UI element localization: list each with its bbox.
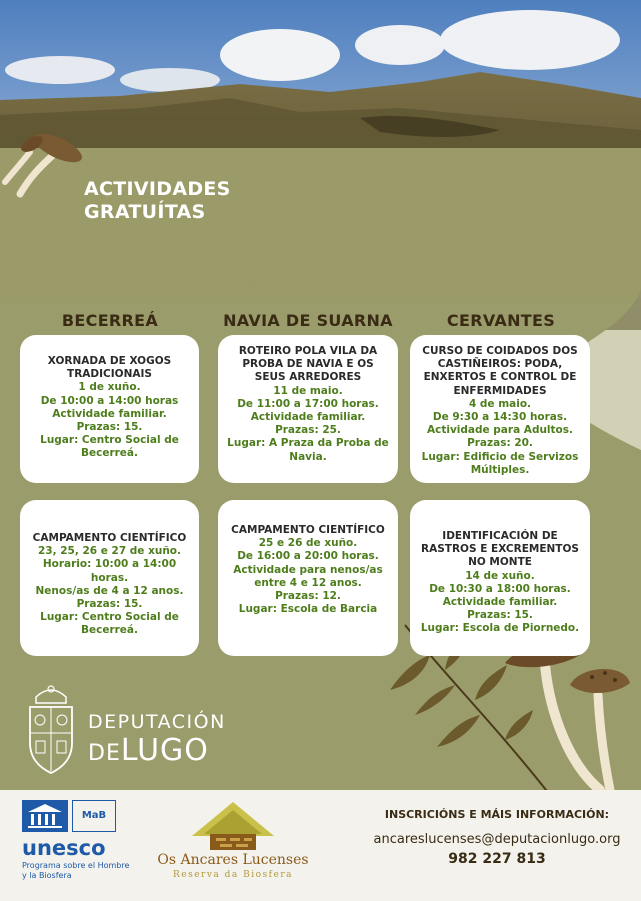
activity-title: CAMPAMENTO CIENTÍFICO [32, 532, 187, 544]
activity-places: Prazas: 15. [76, 598, 143, 611]
ancares-logo-name: Os Ancares Lucenses [157, 852, 309, 868]
info-heading: INSCRICIÓNS E MÁIS INFORMACIÓN: [384, 808, 610, 821]
activity-date: 25 e 26 de xuño. [258, 537, 358, 550]
activity-date: 4 de maio. [468, 397, 532, 410]
column-heading-navia: NAVIA DE SUARNA [223, 311, 393, 330]
contact-phone-link[interactable]: 982 227 813 [448, 851, 546, 867]
biosphere-reserve-label: RESERVA DA BIOSFERA [234, 210, 532, 235]
activity-audience: Actividade familiar. [52, 407, 167, 420]
deputacion-label: DEPUTACIÓN [88, 711, 226, 733]
activity-date: 1 de xuño. [78, 381, 141, 394]
activity-location: Lugar: Centro Social de Becerreá. [40, 611, 179, 637]
activity-title: IDENTIFICACIÓN DE RASTROS E EXCREMENTOS NO MONTE [421, 530, 579, 569]
activity-location: Lugar: Escola de Piornedo. [420, 622, 580, 635]
mab-logo [72, 800, 116, 832]
activity-location: Lugar: Escola de Barcia [238, 603, 378, 616]
activity-card-xogos [20, 335, 199, 483]
activity-location: Lugar: Edificio de Servizos Múltiples. [421, 450, 579, 476]
free-activities-heading [84, 178, 231, 224]
activity-card-castineiros [410, 335, 590, 483]
ancares-logo-subtitle: Reserva da Biosfera [172, 870, 293, 880]
activity-time: De 9:30 a 14:30 horas. [432, 411, 568, 424]
contact-email-link[interactable]: ancareslucenses@deputacionlugo.org [373, 832, 621, 847]
activity-title: CURSO DE COIDADOS DOS CASTIÑEIROS: PODA, ENXERTOS E CONTROL DE ENFERMIDADES [422, 345, 578, 397]
activity-time: De 10:00 a 14:00 horas [40, 394, 179, 407]
unesco-temple-icon [22, 800, 68, 832]
unesco-programme: Programa sobre el Hombre y la Biosfera [22, 861, 130, 880]
de-label: DE [88, 741, 121, 766]
activity-location: Lugar: Centro Social de Becerreá. [40, 434, 179, 460]
activity-audience: Actividade familiar. [250, 411, 366, 424]
activity-audience: Nenos/as de 4 a 12 anos. [35, 584, 184, 597]
ancares-house-logo-icon [190, 800, 276, 852]
mushroom-illustration-left [0, 122, 90, 202]
activity-time: De 16:00 a 20:00 horas. [237, 550, 379, 563]
activity-title: CAMPAMENTO CIENTÍFICO [231, 524, 385, 536]
activity-card-campamento-navia [218, 500, 398, 656]
activity-places: Prazas: 15. [76, 421, 143, 434]
activity-audience: Actividade familiar. [442, 596, 558, 609]
lugo-label: LUGO [120, 733, 209, 768]
activity-date: 23, 25, 26 e 27 de xuño. [37, 545, 182, 558]
activity-location: Lugar: A Praza da Proba de Navia. [227, 437, 389, 463]
activity-places: Prazas: 25. [275, 424, 341, 437]
activity-date: 14 de xuño. [465, 569, 535, 582]
column-heading-cervantes: CERVANTES [446, 311, 556, 330]
free-activities-line2: GRATUÍTAS [84, 201, 206, 223]
activity-card-campamento-becerrea [20, 500, 199, 656]
activity-card-roteiro [218, 335, 398, 483]
activity-places: Prazas: 15. [467, 609, 533, 622]
activity-date: 11 de maio. [273, 384, 343, 397]
activity-title: ROTEIRO POLA VILA DA PROBA DE NAVIA E OS SEUS ARREDORES [238, 345, 378, 384]
activity-time: De 10:30 a 18:00 horas. [429, 582, 571, 595]
activity-title: XORNADA DE XOGOS TRADICIONAIS [47, 355, 172, 381]
activity-places: Prazas: 12. [275, 590, 341, 603]
de-lugo-label [88, 733, 209, 768]
mab-label: MaB [81, 810, 107, 821]
activity-time: Horario: 10:00 a 14:00 horas. [42, 558, 177, 584]
activity-card-rastros [410, 500, 590, 656]
unesco-wordmark: unesco [22, 836, 106, 860]
activity-audience: Actividade para Adultos. [426, 424, 573, 437]
activity-time: De 11:00 a 17:00 horas. [237, 397, 379, 410]
montes-subtitle: E MONTES DE CERVANTES, NAVIA E BECEREÁ [98, 274, 500, 292]
column-heading-becerrea: BECERREÁ [61, 311, 159, 330]
activity-audience: Actividade para nenos/as entre 4 e 12 anos. [233, 563, 383, 589]
activity-places: Prazas: 20. [467, 437, 533, 450]
free-activities-line1: ACTIVIDADES [84, 178, 231, 200]
ancares-lucenses-title: ANCARES LUCENSES [98, 231, 546, 275]
deputacion-crest-icon [22, 683, 80, 778]
